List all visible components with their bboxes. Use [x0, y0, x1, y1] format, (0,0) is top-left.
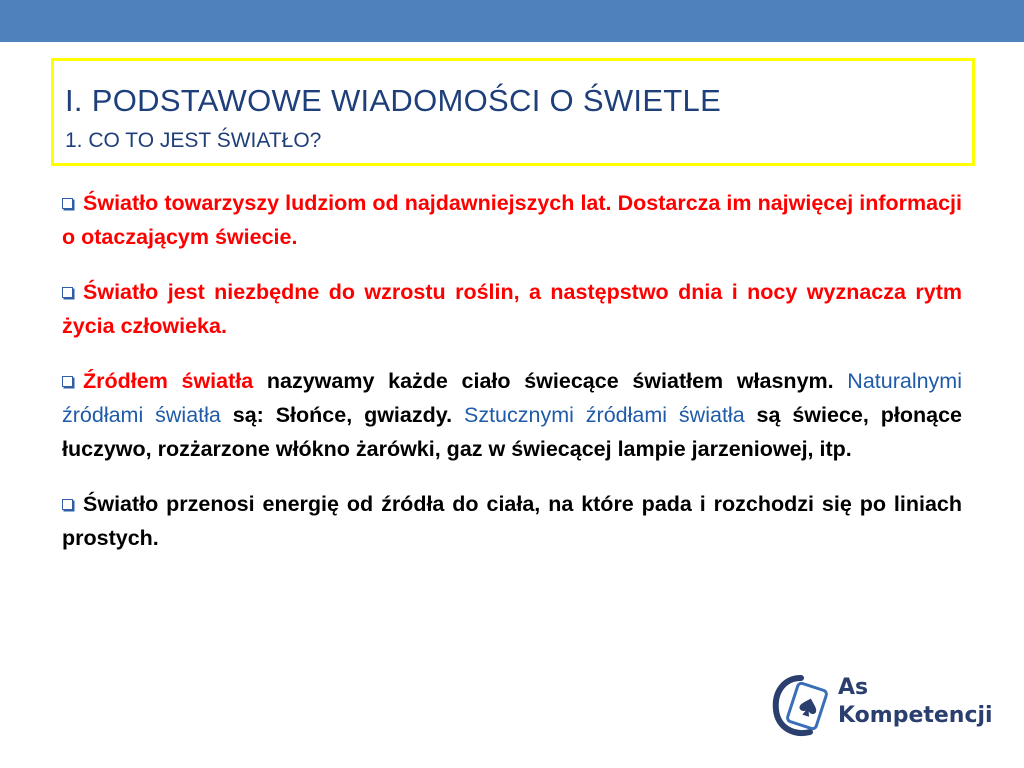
paragraph-text: Światło jest niezbędne do wzrostu roślin, a następstwo dnia i nocy wyznacza rytm życia człowieka. — [62, 280, 962, 338]
paragraph-text: nazywamy każde ciało świecące światłem własnym. — [253, 369, 848, 393]
bullet-paragraph-3 — [62, 364, 962, 466]
bullet-paragraph-2 — [62, 275, 962, 343]
logo-line-1: As — [838, 675, 869, 700]
square-bullet-icon — [62, 287, 73, 298]
slide-title: I. PODSTAWOWE WIADOMOŚCI O ŚWIETLE — [65, 83, 722, 118]
square-bullet-icon — [62, 198, 73, 209]
as-kompetencji-logo — [770, 666, 1000, 746]
slide-subtitle: 1. CO TO JEST ŚWIATŁO? — [65, 129, 322, 152]
paragraph-text: Światło towarzyszy ludziom od najdawniejszych lat. Dostarcza im najwięcej informacji o otaczającym świecie. — [62, 191, 962, 249]
bullet-paragraph-4 — [62, 487, 962, 555]
slide-content — [62, 186, 962, 576]
paragraph-text: Światło przenosi energię od źródła do ciała, na które pada i rozchodzi się po liniach prostych. — [62, 492, 962, 550]
term-artificial-sources: Sztucznymi źródłami światła — [463, 403, 745, 427]
logo-line-2: Kompetencji — [838, 703, 993, 728]
term-light-source: Źródłem światła — [83, 369, 254, 393]
paragraph-text: są: Słońce, gwiazdy. — [220, 403, 464, 427]
paragraph-text: są świece, płonące łuczywo, rozżarzone włókno żarówki, gaz w świecącej lampie jarzeniowej, itp. — [62, 403, 962, 461]
square-bullet-icon — [62, 376, 73, 387]
spade-card-icon — [770, 672, 832, 740]
term-natural-sources: Naturalnymi źródłami światła — [62, 369, 962, 427]
top-banner — [0, 0, 1024, 42]
square-bullet-icon — [62, 499, 73, 510]
title-box — [51, 58, 975, 166]
bullet-paragraph-1 — [62, 186, 962, 254]
